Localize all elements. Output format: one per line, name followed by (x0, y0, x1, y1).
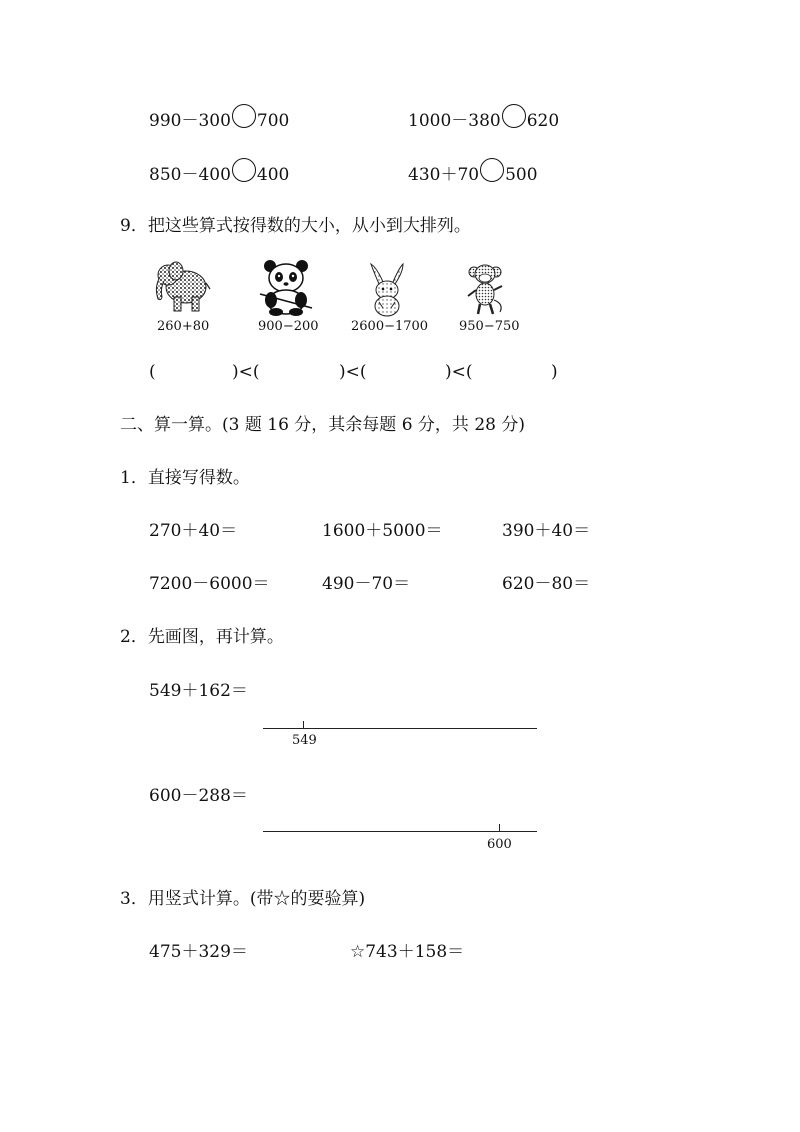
number-line-1-label: 549 (292, 733, 317, 748)
q1-item: 1600＋5000＝ (322, 521, 443, 541)
compare-left-expr: 850－400 (149, 165, 231, 185)
compare-circle-blank[interactable] (232, 158, 256, 182)
q3-item-star: ☆743＋158＝ (350, 942, 465, 962)
panda-icon (258, 258, 314, 321)
compare-left-expr: 990－300 (149, 111, 231, 131)
order-blank-close: ) (551, 362, 558, 382)
compare-row-2 (408, 104, 559, 130)
compare-left-expr: 1000－380 (408, 111, 501, 131)
compare-circle-blank[interactable] (480, 158, 504, 182)
monkey-icon (466, 262, 506, 321)
elephant-expr: 260+80 (157, 319, 210, 334)
compare-row-1 (149, 104, 289, 130)
monkey-expr: 950−750 (459, 319, 520, 334)
q2-title: 2．先画图，再计算。 (120, 627, 284, 647)
q3-item: 475＋329＝ (149, 942, 248, 962)
elephant-icon (152, 255, 212, 322)
number-line-1 (263, 728, 537, 729)
panda-expr: 900−200 (258, 319, 319, 334)
compare-right-value: 400 (256, 165, 290, 185)
rabbit-icon (365, 262, 409, 323)
q1-item: 390＋40＝ (502, 521, 591, 541)
order-blank-lt-1[interactable]: )<( (232, 362, 260, 382)
compare-row-3 (149, 158, 289, 184)
q1-item: 490－70＝ (322, 574, 411, 594)
order-blank-open: ( (149, 362, 156, 382)
number-line-2 (263, 831, 537, 832)
section2-heading: 二、算一算。(3 题 16 分，其余每题 6 分，共 28 分) (120, 415, 525, 435)
order-blank-lt-3[interactable]: )<( (445, 362, 473, 382)
compare-right-value: 500 (505, 165, 538, 185)
rabbit-expr: 2600−1700 (351, 319, 429, 334)
compare-row-4 (408, 158, 538, 184)
q1-item: 620－80＝ (502, 574, 591, 594)
number-line-1-tick (303, 721, 304, 729)
q3-title: 3．用竖式计算。(带☆的要验算) (120, 889, 366, 909)
compare-circle-blank[interactable] (232, 104, 256, 128)
q1-item: 7200－6000＝ (149, 574, 270, 594)
q2-expr-2: 600－288＝ (149, 786, 248, 806)
compare-circle-blank[interactable] (502, 104, 526, 128)
compare-right-value: 620 (526, 111, 560, 131)
q2-expr-1: 549＋162＝ (149, 681, 248, 701)
q9-title: 9．把这些算式按得数的大小，从小到大排列。 (120, 216, 471, 236)
order-blank-lt-2[interactable]: )<( (339, 362, 367, 382)
q1-title: 1．直接写得数。 (120, 468, 250, 488)
number-line-2-tick (499, 824, 500, 832)
number-line-2-label: 600 (487, 837, 512, 852)
compare-right-value: 700 (256, 111, 290, 131)
compare-left-expr: 430＋70 (408, 165, 480, 185)
q1-item: 270＋40＝ (149, 521, 238, 541)
